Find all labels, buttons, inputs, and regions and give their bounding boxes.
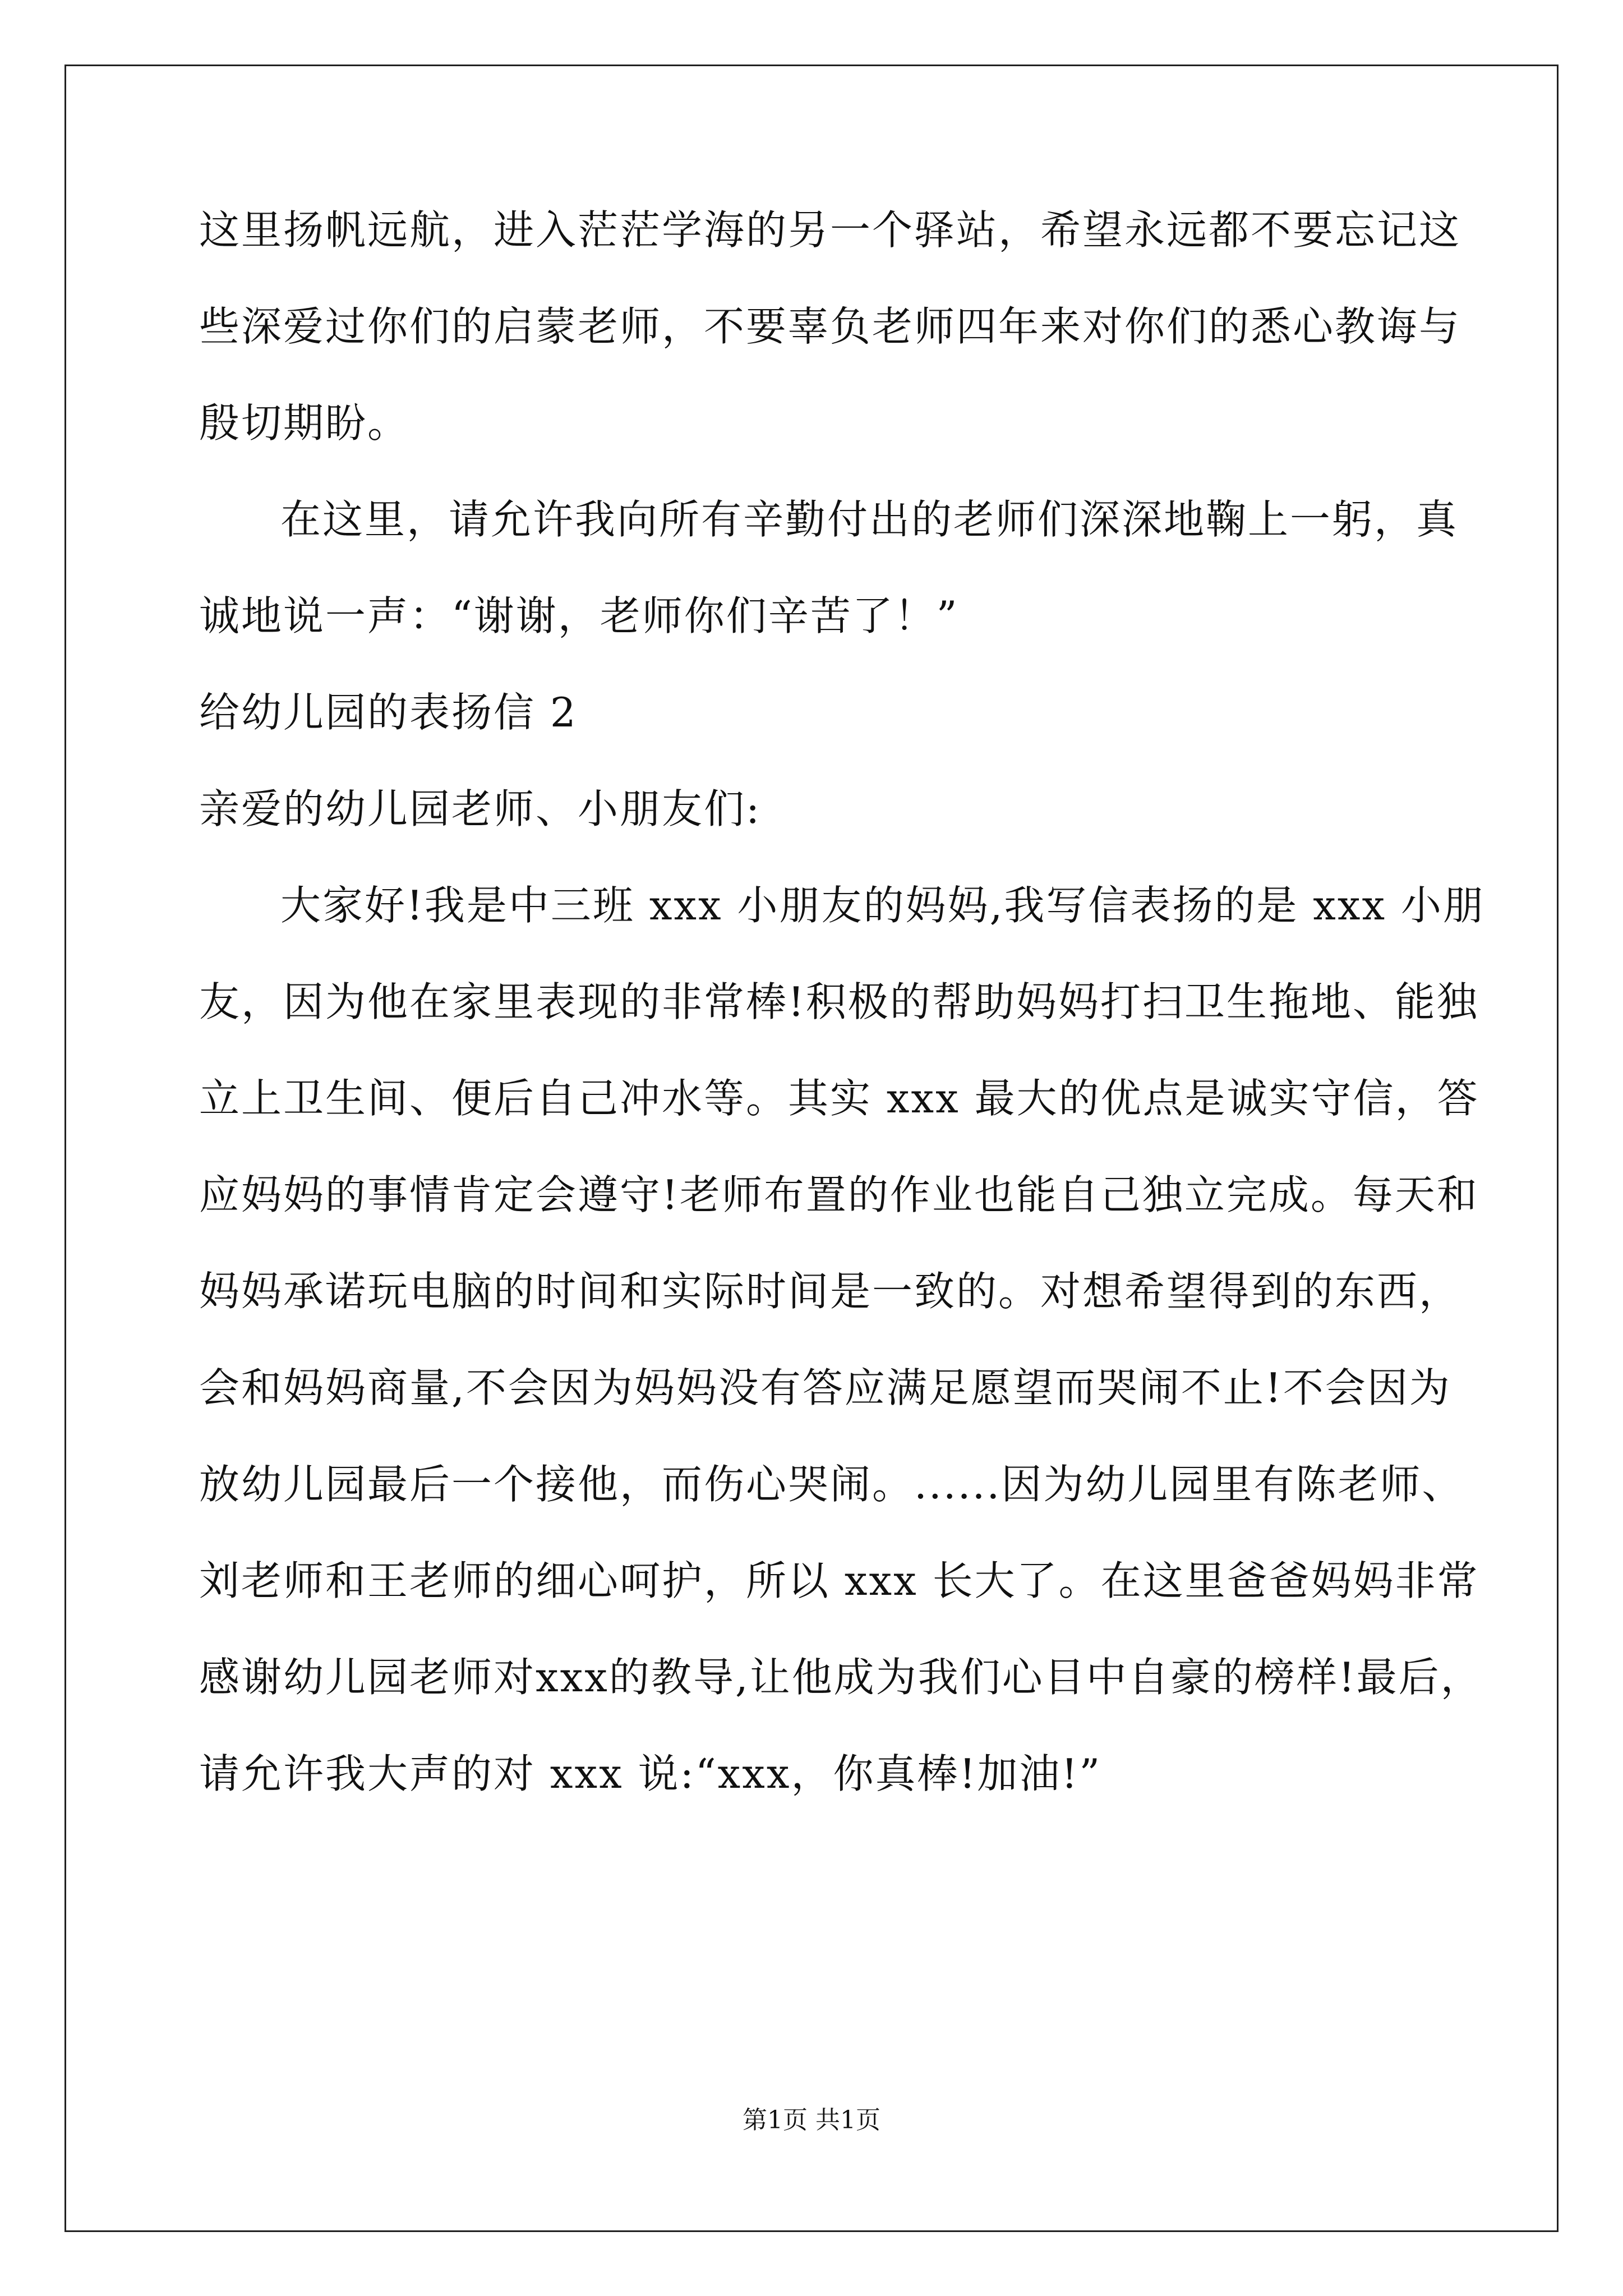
letter-salutation: 亲爱的幼儿园老师、小朋友们: xyxy=(199,785,762,832)
text-line: 这里扬帆远航，进入茫茫学海的另一个驿站，希望永远都不要忘记这 xyxy=(199,206,1461,254)
text-line: 友，因为他在家里表现的非常棒!积极的帮助妈妈打扫卫生拖地、能独 xyxy=(199,978,1479,1025)
text-line: 刘老师和王老师的细心呵护，所以 xxx 长大了。在这里爸爸妈妈非常 xyxy=(199,1557,1479,1604)
text-line: 殷切期盼。 xyxy=(199,399,410,447)
text-line: 些深爱过你们的启蒙老师，不要辜负老师四年来对你们的悉心教诲与 xyxy=(199,303,1461,350)
text-line: 请允许我大声的对 xxx 说:“xxx，你真棒!加油!” xyxy=(199,1750,1102,1797)
paragraph-first-line: 在这里，请允许我向所有辛勤付出的老师们深深地鞠上一躬，真 xyxy=(280,496,1459,543)
text-line: 诚地说一声：“谢谢，老师你们辛苦了！” xyxy=(199,592,959,639)
page-border xyxy=(64,65,1559,2232)
page-footer: 第1页 共1页 xyxy=(743,2106,880,2134)
paragraph-first-line: 大家好!我是中三班 xxx 小朋友的妈妈,我写信表扬的是 xxx 小朋 xyxy=(280,882,1486,929)
text-line: 放幼儿园最后一个接他，而伤心哭闹。......因为幼儿园里有陈老师、 xyxy=(199,1461,1464,1508)
text-line: 妈妈承诺玩电脑的时间和实际时间是一致的。对想希望得到的东西， xyxy=(199,1268,1461,1315)
text-line: 应妈妈的事情肯定会遵守!老师布置的作业也能自己独立完成。每天和 xyxy=(199,1171,1479,1218)
text-line: 会和妈妈商量,不会因为妈妈没有答应满足愿望而哭闹不止!不会因为 xyxy=(199,1364,1451,1411)
section-heading: 给幼儿园的表扬信 2 xyxy=(199,689,578,736)
text-line: 立上卫生间、便后自己冲水等。其实 xxx 最大的优点是诚实守信，答 xyxy=(199,1075,1479,1122)
text-line: 感谢幼儿园老师对xxx的教导,让他成为我们心目中自豪的榜样!最后， xyxy=(199,1654,1483,1701)
